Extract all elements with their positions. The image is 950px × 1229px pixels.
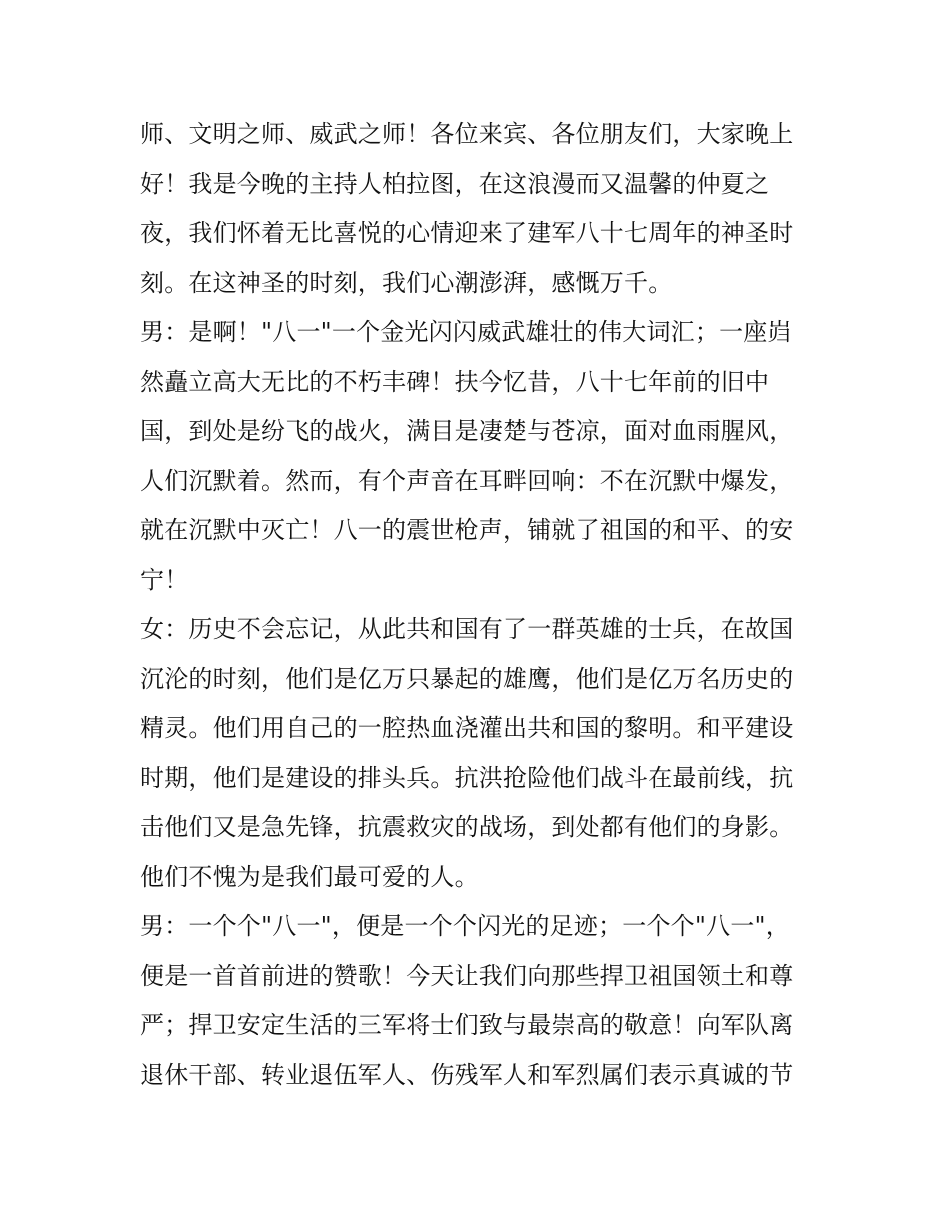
- text-line: 击他们又是急先锋，抗震救灾的战场，到处都有他们的身影。: [140, 813, 794, 841]
- text-line: 时期，他们是建设的排头兵。抗洪抢险他们战斗在最前线，抗: [140, 763, 794, 792]
- text-line: 男：一个个"八一"，便是一个个闪光的足迹；一个个"八一"，: [140, 912, 790, 940]
- text-line: 严；捍卫安定生活的三军将士们致与最崇高的敬意！向军队离: [140, 1011, 794, 1039]
- text-line: 退休干部、转业退伍军人、伤残军人和军烈属们表示真诚的节: [140, 1060, 794, 1089]
- text-line: 男：是啊！"八一"一个金光闪闪威武雄壮的伟大词汇；一座岿: [140, 318, 792, 346]
- text-line: 好！我是今晚的主持人柏拉图，在这浪漫而又温馨的仲夏之: [140, 169, 770, 198]
- text-line: 沉沦的时刻，他们是亿万只暴起的雄鹰，他们是亿万名历史的: [140, 664, 794, 693]
- text-line: 刻。在这神圣的时刻，我们心潮澎湃，感慨万千。: [140, 268, 673, 297]
- document-body: [140, 110, 820, 1100]
- text-line: 女：历史不会忘记，从此共和国有了一群英雄的士兵，在故国: [140, 615, 794, 643]
- text-line: 便是一首首前进的赞歌！今天让我们向那些捍卫祖国领土和尊: [140, 961, 794, 990]
- text-line: 国，到处是纷飞的战火，满目是凄楚与苍凉，面对血雨腥风，: [140, 417, 794, 445]
- text-line: 人们沉默着。然而，有个声音在耳畔回响：不在沉默中爆发，: [140, 466, 794, 495]
- text-line: 然矗立高大无比的不朽丰碑！扶今忆昔，八十七年前的旧中: [140, 367, 770, 396]
- text-line: 就在沉默中灭亡！八一的震世枪声，铺就了祖国的和平、的安: [140, 516, 794, 544]
- text-line: 他们不愧为是我们最可爱的人。: [140, 862, 479, 891]
- text-line: 夜，我们怀着无比喜悦的心情迎来了建军八十七周年的神圣时: [140, 219, 794, 247]
- text-line: 宁！: [140, 565, 189, 594]
- text-line: 精灵。他们用自己的一腔热血浇灌出共和国的黎明。和平建设: [140, 714, 794, 742]
- text-line: 师、文明之师、威武之师！各位来宾、各位朋友们，大家晚上: [140, 120, 794, 148]
